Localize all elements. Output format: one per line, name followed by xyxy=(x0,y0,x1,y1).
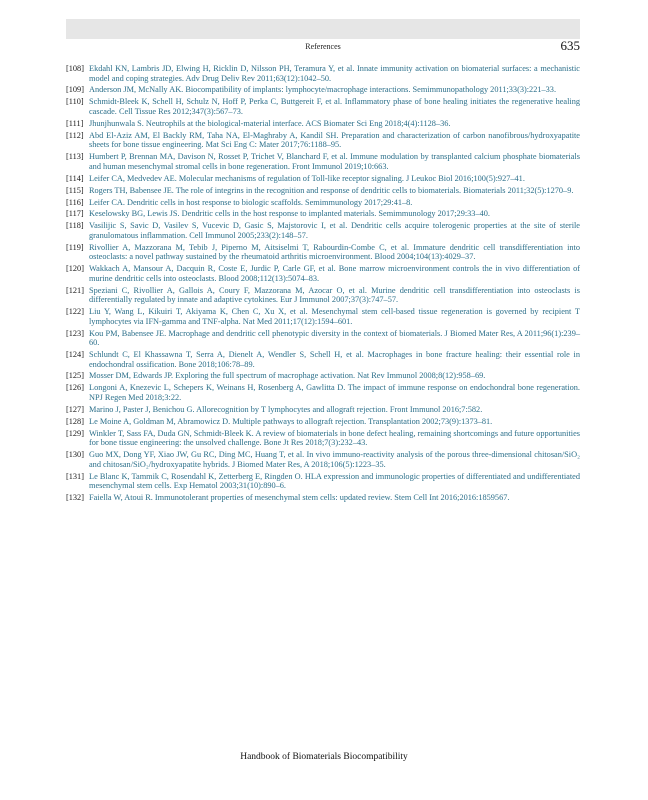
reference-text[interactable]: Liu Y, Wang L, Kikuiri T, Akiyama K, Chen C, Xu X, et al. Mesenchymal stem cell-based tissue regeneration is governed by recipient T lymphocytes via IFN-gamma and TNF-alpha. Nat Med 2011;17(12):1594–601. xyxy=(89,307,580,326)
reference-number: [117] xyxy=(66,209,84,219)
reference-item xyxy=(66,243,580,262)
reference-text[interactable]: Abd El-Aziz AM, El Backly RM, Taha NA, El-Maghraby A, Kandil SH. Preparation and characterization of carbon nanofibrous/hydroxyapatite sheets for bone tissue engineering. Mat Sci Eng C: Mater 2017;76:1188–95. xyxy=(89,130,580,150)
reference-item xyxy=(66,429,580,448)
reference-number: [116] xyxy=(66,197,84,207)
reference-text[interactable]: Winkler T, Sass FA, Duda GN, Schmidt-Bleek K. A review of biomaterials in bone defect healing, remaining shortcomings and future opportunities for bone tissue engineering: the unsolved challenge. Bone Jt Res 2018;7(3):232–43. xyxy=(89,428,580,448)
book-title-footer: Handbook of Biomaterials Biocompatibility xyxy=(240,752,408,762)
header-bar xyxy=(66,19,580,39)
reference-number: [108] xyxy=(66,64,84,73)
reference-number: [110] xyxy=(66,97,84,107)
reference-item xyxy=(66,152,580,171)
reference-text[interactable]: Marino J, Paster J, Benichou G. Allorecognition by T lymphocytes and allograft rejection. Front Immunol 2016;7:582. xyxy=(89,404,483,414)
reference-text[interactable]: Speziani C, Rivollier A, Gallois A, Coury F, Mazzorana M, Azocar O, et al. Murine dendritic cell transdifferentiation into osteoclasts is differentially regulated by innate and adaptive cytokines. Eur J Immunol 2007;37(3):747–57. xyxy=(89,285,580,305)
reference-text[interactable]: Vasilijic S, Savic D, Vasilev S, Vucevic D, Gasic S, Majstorovic I, et al. Dendritic cells acquire tolerogenic properties at the site of sterile granulomatous inflammation. Cell Immunol 2005;233(2):148–57. xyxy=(89,221,580,240)
reference-item xyxy=(66,198,580,208)
reference-item xyxy=(66,383,580,402)
reference-item xyxy=(66,493,580,503)
reference-number: [118] xyxy=(66,221,84,231)
reference-text[interactable]: Humbert P, Brennan MA, Davison N, Rosset P, Trichet V, Blanchard F, et al. Immune modulation by transplanted calcium phosphate biomaterials and human mesenchymal stromal cells in bone regeneration. Front Immunol 2019;10:663. xyxy=(89,152,580,171)
reference-item xyxy=(66,221,580,240)
reference-text[interactable]: Longoni A, Knezevic L, Schepers K, Weinans H, Rosenberg A, Gawlitta D. The impact of immune response on endochondral bone regeneration. NPJ Regen Med 2018;3:22. xyxy=(89,383,580,402)
reference-text[interactable]: Schlundt C, El Khassawna T, Serra A, Dienelt A, Wendler S, Schell H, et al. Macrophages in bone fracture healing: their essential role in endochondral ossification. Bone 2018;106:78–89. xyxy=(89,350,580,369)
reference-item xyxy=(66,329,580,348)
reference-item xyxy=(66,450,580,469)
reference-number: [125] xyxy=(66,371,84,381)
reference-text[interactable]: Kou PM, Babensee JE. Macrophage and dendritic cell phenotypic diversity in the context of biomaterials. J Biomed Mater Res, A 2011;96(1):239–60. xyxy=(89,328,580,348)
reference-item xyxy=(66,97,580,116)
reference-text[interactable]: Leifer CA, Medvedev AE. Molecular mechanisms of regulation of Toll-like receptor signaling. J Leukoc Biol 2016;100(5):927–41. xyxy=(89,173,525,183)
reference-text[interactable]: Keselowsky BG, Lewis JS. Dendritic cells in the host response to implanted materials. Semimmunology 2017;29:33–40. xyxy=(89,209,490,219)
reference-number: [127] xyxy=(66,404,84,414)
reference-text[interactable]: Rogers TH, Babensee JE. The role of integrins in the recognition and response of dendritic cells to biomaterials. Biomaterials 2011;32(5):1270–9. xyxy=(89,185,574,195)
reference-item xyxy=(66,119,580,129)
page-number: 635 xyxy=(560,38,580,53)
reference-number: [129] xyxy=(66,428,84,438)
reference-item xyxy=(66,85,580,95)
reference-number: [128] xyxy=(66,416,84,426)
reference-text[interactable]: Jhunjhunwala S. Neutrophils at the biological-material interface. ACS Biomater Sci Eng 2018;4(4):1128–36. xyxy=(89,118,451,128)
reference-number: [113] xyxy=(66,152,84,162)
reference-number: [130] xyxy=(66,450,84,460)
reference-number: [131] xyxy=(66,471,84,481)
reference-number: [121] xyxy=(66,285,84,295)
reference-item xyxy=(66,307,580,326)
reference-number: [109] xyxy=(66,85,84,95)
reference-list xyxy=(66,64,580,505)
reference-text[interactable]: Anderson JM, McNally AK. Biocompatibility of implants: lymphocyte/macrophage interactions. Semimmunopathology 2011;33(3):221–33. xyxy=(89,85,557,95)
reference-text[interactable]: Le Moine A, Goldman M, Abramowicz D. Multiple pathways to allograft rejection. Transplantation 2002;73(9):1373–81. xyxy=(89,416,493,426)
reference-number: [115] xyxy=(66,185,84,195)
reference-item xyxy=(66,405,580,415)
reference-text[interactable]: Leifer CA. Dendritic cells in host response to biologic scaffolds. Semimmunology 2017;29:41–8. xyxy=(89,197,413,207)
reference-text[interactable]: Guo MX, Dong YF, Xiao JW, Gu RC, Ding MC, Huang T, et al. In vivo immuno-reactivity analysis of the porous three-dimensional chitosan/SiO₂ and chitosan/SiO₂/hydroxyapatite hybrids. J Biomed Mater Res, A 2018;106(5):1223–35. xyxy=(89,450,580,469)
reference-number: [123] xyxy=(66,328,84,338)
reference-number: [112] xyxy=(66,130,84,140)
reference-number: [114] xyxy=(66,173,84,183)
reference-text[interactable]: Le Blanc K, Tammik C, Rosendahl K, Zetterberg E, Ringden O. HLA expression and immunologic properties of differentiated and undifferentiated mesenchymal stem cells. Exp Hematol 2003;31(10):890–6. xyxy=(89,471,580,491)
reference-text[interactable]: Ekdahl KN, Lambris JD, Elwing H, Ricklin D, Nilsson PH, Teramura Y, et al. Innate immunity activation on biomaterial surfaces: a mechanistic model and coping strategies. Adv Drug Deliv Rev 2011;63(12):1042–50. xyxy=(89,64,580,83)
reference-text[interactable]: Rivollier A, Mazzorana M, Tebib J, Piperno M, Aitsiselmi T, Rabourdin-Combe C, et al. Immature dendritic cell transdifferentiation into osteoclasts: a novel pathway sustained by the rheumatoid arthritis microenvironment. Blood 2004;104(13):4029–37. xyxy=(89,242,580,262)
reference-item xyxy=(66,472,580,491)
reference-text[interactable]: Schmidt-Bleek K, Schell H, Schulz N, Hoff P, Perka C, Buttgereit F, et al. Inflammatory phase of bone healing initiates the regenerative healing cascade. Cell Tissue Res 2012;347(3):567–73. xyxy=(89,97,580,116)
reference-item xyxy=(66,264,580,283)
reference-item xyxy=(66,417,580,427)
reference-number: [120] xyxy=(66,264,84,274)
reference-item xyxy=(66,186,580,196)
reference-text[interactable]: Wakkach A, Mansour A, Dacquin R, Coste E, Jurdic P, Carle GF, et al. Bone marrow microenvironment controls the in vivo differentiation of murine dendritic cells into osteoclasts. Blood 2008;112(13):5074–83. xyxy=(89,264,580,283)
running-head: References xyxy=(305,42,341,51)
reference-number: [126] xyxy=(66,383,84,393)
reference-text[interactable]: Faiella W, Atoui R. Immunotolerant properties of mesenchymal stem cells: updated review. Stem Cell Int 2016;2016:1859567. xyxy=(89,493,510,502)
reference-item xyxy=(66,174,580,184)
reference-number: [124] xyxy=(66,350,84,359)
reference-number: [111] xyxy=(66,118,84,128)
reference-number: [122] xyxy=(66,307,84,317)
reference-item xyxy=(66,371,580,381)
reference-item xyxy=(66,64,580,83)
reference-number: [119] xyxy=(66,242,84,252)
reference-item xyxy=(66,131,580,150)
reference-number: [132] xyxy=(66,493,84,502)
reference-item xyxy=(66,350,580,369)
reference-item xyxy=(66,209,580,219)
reference-text[interactable]: Mosser DM, Edwards JP. Exploring the full spectrum of macrophage activation. Nat Rev Immunol 2008;8(12):958–69. xyxy=(89,371,486,381)
page-header xyxy=(66,40,580,56)
reference-item xyxy=(66,286,580,305)
